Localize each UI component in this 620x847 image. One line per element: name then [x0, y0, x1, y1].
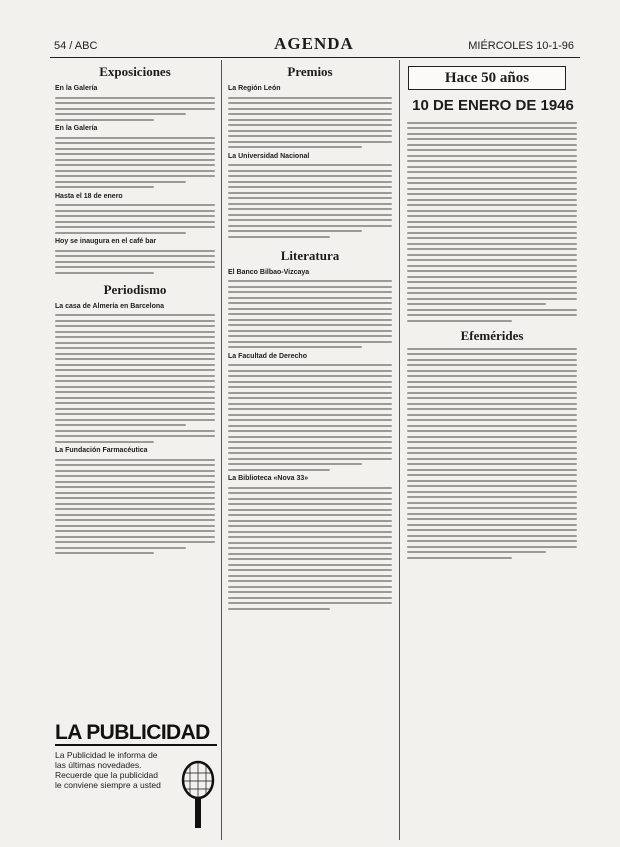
exposiciones-item	[55, 237, 215, 274]
literatura-heading: Literatura	[280, 247, 340, 263]
premios-item	[228, 84, 392, 148]
item-lead: El Banco Bilbao-Vizcaya	[228, 268, 310, 276]
efemerides-text	[407, 348, 577, 559]
exposiciones-item	[55, 124, 215, 188]
exposiciones-heading: Exposiciones	[99, 64, 171, 79]
periodismo-item	[55, 302, 215, 443]
item-lead: La Fundación Farmacéutica	[55, 447, 148, 454]
issue-date: MIÉRCOLES 10-1-96	[468, 40, 574, 52]
ad-title: LA PUBLICIDAD	[55, 722, 217, 746]
exposiciones-item	[55, 192, 215, 234]
publicidad-ad	[55, 722, 217, 830]
item-lead: En la Galería	[55, 85, 98, 92]
page-header	[54, 34, 574, 56]
column-divider-2	[399, 60, 400, 840]
efemerides-heading: Efemérides	[460, 327, 524, 343]
page-number: 54 / ABC	[54, 40, 98, 52]
item-lead: Hasta el 18 de enero	[55, 192, 123, 200]
literatura-item	[228, 268, 392, 349]
literatura-item	[228, 352, 392, 471]
premios-item	[228, 152, 392, 238]
literatura-item	[228, 474, 392, 610]
item-lead: La Facultad de Derecho	[228, 352, 307, 360]
column-middle	[228, 64, 392, 613]
exposiciones-item	[55, 84, 215, 121]
item-lead: La Biblioteca «Nova 33»	[228, 475, 309, 482]
tennis-racket-icon	[177, 760, 219, 832]
section-title: AGENDA	[274, 34, 354, 53]
historic-text	[407, 122, 577, 322]
periodismo-item	[55, 446, 215, 554]
item-lead: La casa de Almería en Barcelona	[55, 302, 165, 310]
column-right	[407, 118, 577, 562]
ad-text: La Publicidad le informa de las últimas novedades. Recuerde que la publicidad le conviene siempre a usted	[55, 750, 161, 790]
item-lead: En la Galería	[55, 125, 98, 132]
premios-heading: Premios	[287, 64, 333, 79]
header-rule	[50, 57, 580, 58]
column-divider-1	[221, 60, 222, 840]
historic-date-title: 10 DE ENERO DE 1946	[412, 97, 574, 114]
item-lead: La Universidad Nacional	[228, 152, 310, 160]
hace-50-anos-box: Hace 50 años	[408, 66, 566, 90]
column-left	[55, 64, 215, 558]
item-lead: Hoy se inaugura en el café bar	[55, 238, 157, 245]
item-lead: La Región León	[228, 85, 281, 92]
periodismo-heading: Periodismo	[103, 281, 167, 297]
